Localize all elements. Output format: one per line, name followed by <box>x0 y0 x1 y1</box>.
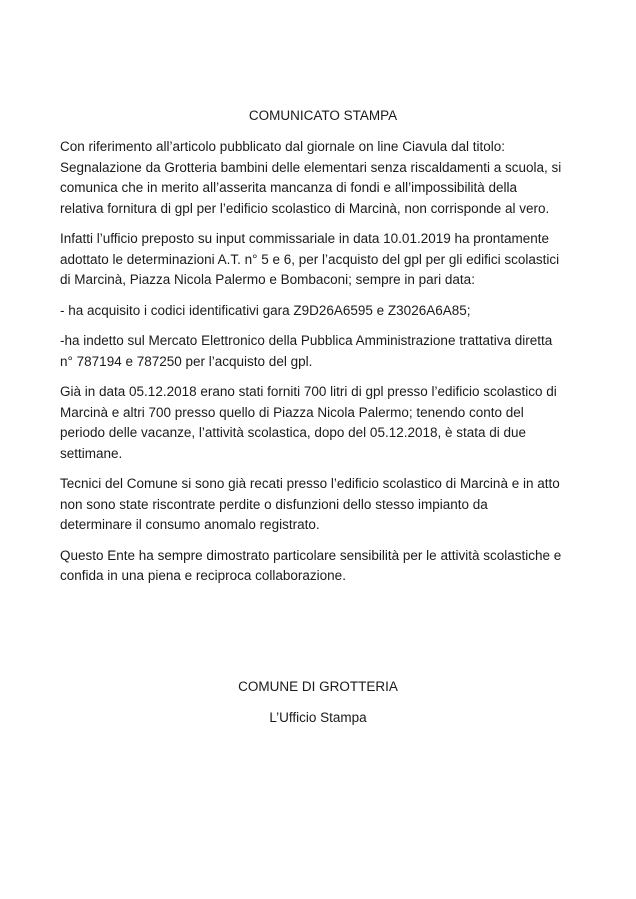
text-line: Con riferimento all’articolo pubblicato dal giornale on line Ciavula dal titolo: <box>60 139 505 154</box>
paragraph-supply <box>60 382 596 464</box>
text-line: comunica che in merito all’asserita mancanza di fondi e all’impossibilità della <box>60 180 517 195</box>
paragraph-technicians <box>60 474 596 536</box>
text-line: adottato le determinazioni A.T. n° 5 e 6, per l’acquisto del gpl per gli edifici scolastici <box>60 251 560 267</box>
text-line: settimane. <box>60 445 123 461</box>
text-line: determinare il consumo anomalo registrato. <box>60 517 320 532</box>
text-line: non sono state riscontrate perdite o disfunzioni dello stesso impianto da <box>60 496 488 512</box>
signature-organization: COMUNE DI GROTTERIA <box>238 679 398 694</box>
paragraph-negotiation <box>60 331 596 372</box>
text-line: periodo delle vacanze, l’attività scolastica, dopo del 05.12.2018, è stata di due <box>60 425 527 440</box>
text-line: Infatti l’ufficio preposto su input commissariale in data 10.01.2019 ha prontamente <box>60 231 550 246</box>
paragraph-determinations <box>60 229 596 291</box>
paragraph-codes <box>60 301 596 322</box>
text-line: Marcinà e altri 700 presso quello di Piazza Nicola Palermo; tenendo conto del <box>60 404 524 420</box>
text-line: Tecnici del Comune si sono già recati presso l’edificio scolastico di Marcinà e in atto <box>60 476 560 491</box>
paragraph-intro <box>60 137 596 219</box>
text-line: n° 787194 e 787250 per l’acquisto del gpl. <box>60 353 313 369</box>
document-title: COMUNICATO STAMPA <box>248 108 398 123</box>
text-line: confida in una piena e reciproca collaborazione. <box>60 568 346 583</box>
text-line: Già in data 05.12.2018 erano stati forniti 700 litri di gpl presso l’edificio scolastico di <box>60 384 557 399</box>
signature-office: L’Ufficio Stampa <box>269 710 367 725</box>
paragraph-closing <box>60 546 596 587</box>
text-line: Questo Ente ha sempre dimostrato particolare sensibilità per le attività scolastiche e <box>60 547 562 563</box>
text-line: di Marcinà, Piazza Nicola Palermo e Bombaconi; sempre in pari data: <box>60 272 475 287</box>
text-line: - ha acquisito i codici identificativi gara Z9D26A6595 e Z3026A6A85; <box>60 302 471 318</box>
text-line: Segnalazione da Grotteria bambini delle elementari senza riscaldamenti a scuola, si <box>60 159 562 175</box>
text-line: relativa fornitura di gpl per l’edificio scolastico di Marcinà, non corrisponde al vero. <box>60 200 550 216</box>
text-line: -ha indetto sul Mercato Elettronico della Pubblica Amministrazione trattativa diretta <box>60 333 553 348</box>
